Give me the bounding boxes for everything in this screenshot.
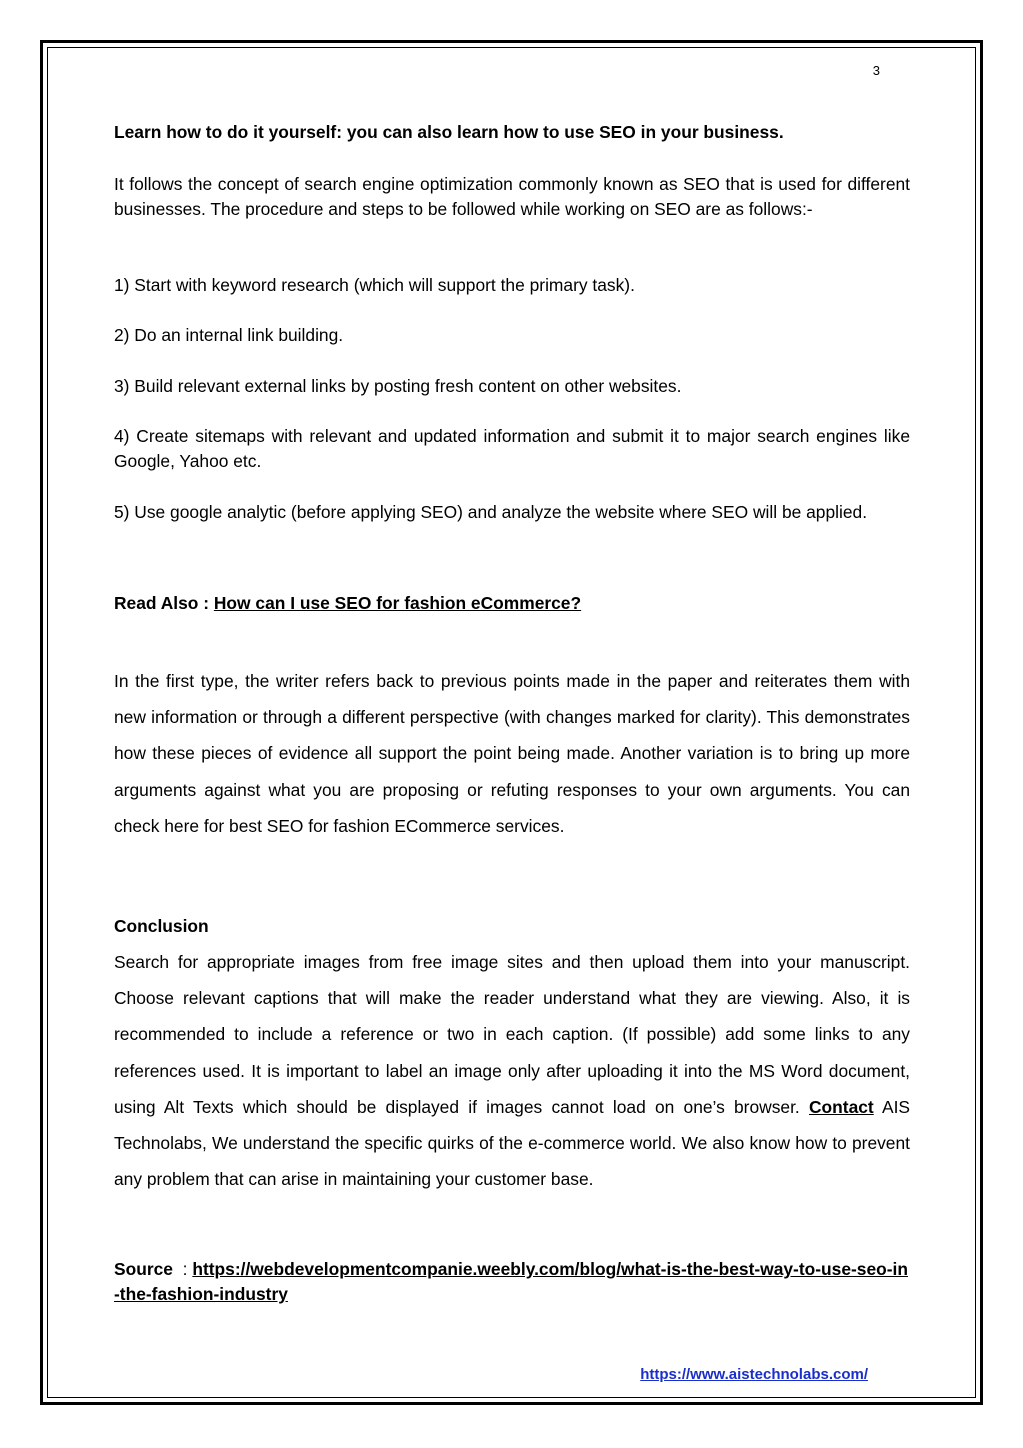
source-label: Source	[114, 1259, 173, 1279]
intro-paragraph: It follows the concept of search engine optimization commonly known as SEO that is used for different businesses. The procedure and steps to be followed while working on SEO are as follows:-	[114, 174, 910, 219]
read-also-link[interactable]: How can I use SEO for fashion eCommerce?	[213, 593, 582, 613]
step-item: 4) Create sitemaps with relevant and updated information and submit it to major search engines like Google, Yahoo etc.	[114, 426, 910, 471]
source-separator: :	[182, 1259, 188, 1279]
step-item: 1) Start with keyword research (which will support the primary task).	[114, 275, 635, 295]
step-item: 5) Use google analytic (before applying SEO) and analyze the website where SEO will be applied.	[114, 502, 868, 522]
step-item: 3) Build relevant external links by posting fresh content on other websites.	[114, 376, 682, 396]
source-link[interactable]: https://webdevelopmentcompanie.weebly.com/blog/what-is-the-best-way-to-use-seo-in-the-fashion-industry	[114, 1259, 909, 1304]
page-number: 3	[872, 63, 880, 78]
read-also-label: Read Also :	[114, 593, 210, 613]
section-heading: Learn how to do it yourself: you can also learn how to use SEO in your business.	[114, 122, 784, 142]
footer-website-link[interactable]: https://www.aistechnolabs.com/	[640, 1366, 868, 1383]
contact-link[interactable]: Contact	[808, 1096, 874, 1117]
conclusion-heading: Conclusion	[114, 916, 209, 936]
source-line	[114, 1257, 910, 1307]
step-item: 2) Do an internal link building.	[114, 325, 344, 345]
conclusion-text-cont: AIS Technolabs, We understand the specific quirks of the e-commerce world. We also know how to prevent any problem that can arise in maintaining your customer base.	[114, 1096, 911, 1190]
body-paragraph: In the first type, the writer refers back to previous points made in the paper and reiterates them with new information or through a different perspective (with changes marked for clarity). This demonstrates how these pieces of evidence all support the point being made. Another variation is to bring up more arguments against what you are proposing or refuting responses to your own arguments. You can check here for best SEO for fashion ECommerce services.	[114, 671, 910, 836]
conclusion-text: Search for appropriate images from free image sites and then upload them into your manuscript. Choose relevant captions that will make the reader understand what they are viewing. Also, it is recommended to include a reference or two in each caption. (If possible) add some links to any references used. It is important to label an image only after uploading it into the MS Word document, using Alt Texts which should be displayed if images cannot load on one’s browser.	[114, 952, 910, 1117]
conclusion-paragraph	[114, 944, 910, 1197]
read-also	[114, 591, 910, 616]
